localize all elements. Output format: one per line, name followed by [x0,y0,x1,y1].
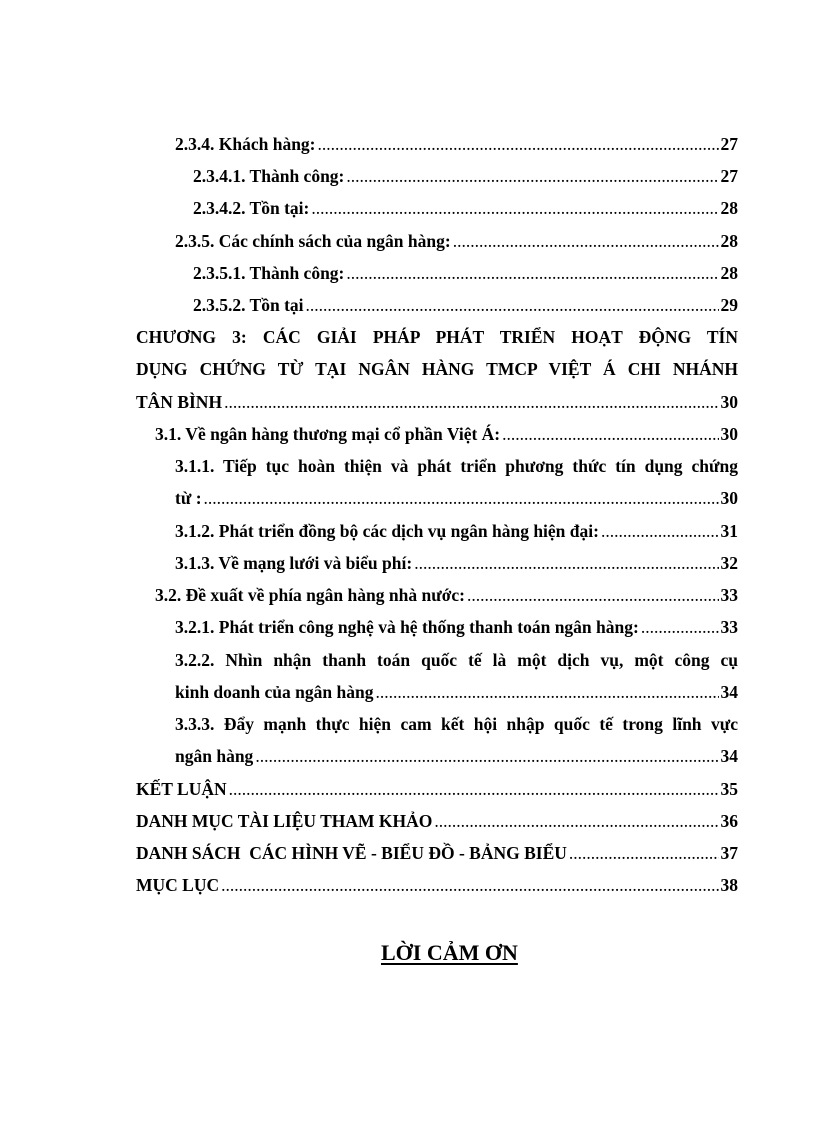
toc-page-number: 32 [720,553,738,573]
toc-entry-2-3-5 [175,231,738,251]
toc-label-line-1: 3.2.2. Nhìn nhận thanh toán quốc tế là một dịch vụ, một công cụ [175,650,738,670]
toc-entry-chapter-3-end [136,392,738,412]
toc-page-number: 29 [720,295,738,315]
toc-leader [375,682,718,702]
toc-page-number: 37 [720,843,738,863]
toc-label-line-2: kinh doanh của ngân hàng [175,682,374,702]
toc-leader [502,424,718,444]
toc-page-number: 28 [720,263,738,283]
toc-entry-3-1 [155,424,738,444]
toc-leader [467,585,719,605]
toc-leader [318,134,719,154]
toc-entry-danh-muc [136,811,738,831]
toc-page-number: 36 [720,811,738,831]
toc-label: KẾT LUẬN [136,779,227,799]
toc-page-number: 28 [720,231,738,251]
toc-leader [601,521,719,541]
section-title: LỜI CẢM ƠN [381,940,518,965]
toc-label-line-1: 3.3.3. Đẩy mạnh thực hiện cam kết hội nhập quốc tế trong lĩnh vực [175,714,738,734]
toc-page-number: 30 [720,424,738,444]
toc-entry-muc-luc [136,875,738,895]
toc-page-number: 27 [720,166,738,186]
toc-page-number: 28 [720,198,738,218]
toc-label-line-1: CHƯƠNG 3: CÁC GIẢI PHÁP PHÁT TRIỂN HOẠT ĐỘNG TÍN [136,327,738,347]
toc-label: 3.1.3. Về mạng lưới và biểu phí: [175,553,413,573]
toc-leader [306,295,719,315]
toc-label: DANH SÁCH CÁC HÌNH VẼ - BIỂU ĐỒ - BẢNG BIỂU [136,843,567,863]
toc-leader [641,617,719,637]
toc-label: 2.3.5.1. Thành công: [193,263,345,283]
toc-entry-danh-sach [136,843,738,863]
toc-entry-2-3-4-2 [193,198,738,218]
toc-label: 3.1. Về ngân hàng thương mại cổ phần Việt Á: [155,424,501,444]
toc-label-line-2: DỤNG CHỨNG TỪ TẠI NGÂN HÀNG TMCP VIỆT Á CHI NHÁNH [136,359,738,379]
toc-page-number: 34 [720,682,738,702]
toc-page-number: 30 [720,488,738,508]
toc-label: DANH MỤC TÀI LIỆU THAM KHẢO [136,811,433,831]
toc-entry-3-3-3-cont [175,746,738,766]
toc-leader [346,166,718,186]
toc-entry-3-2-2 [175,650,738,670]
toc-entry-3-2-1 [175,617,738,637]
toc-page-number: 33 [720,617,738,637]
toc-label: 3.1.2. Phát triển đồng bộ các dịch vụ ngân hàng hiện đại: [175,521,599,541]
toc-label: MỤC LỤC [136,875,220,895]
toc-leader [569,843,719,863]
toc-entry-3-1-1-cont [175,488,738,508]
toc-entry-chapter-3 [136,327,738,347]
toc-page-number: 33 [720,585,738,605]
toc-label-line-1: 3.1.1. Tiếp tục hoàn thiện và phát triển phương thức tín dụng chứng [175,456,738,476]
toc-entry-3-2-2-cont [175,682,738,702]
toc-page-number: 27 [720,134,738,154]
toc-entry-2-3-4-1 [193,166,738,186]
toc-leader [311,198,718,218]
toc-page-number: 38 [720,875,738,895]
toc-leader [414,553,718,573]
toc-leader [229,779,719,799]
toc-label: 2.3.4.1. Thành công: [193,166,345,186]
toc-label-line-3: TÂN BÌNH [136,392,223,412]
toc-entry-3-1-1 [175,456,738,476]
toc-page-number: 34 [720,746,738,766]
toc-entry-3-1-2 [175,521,738,541]
toc-entry-3-1-3 [175,553,738,573]
toc-entry-2-3-5-2 [193,295,738,315]
toc-entry-2-3-5-1 [193,263,738,283]
toc-entry-3-3-3 [175,714,738,734]
toc-leader [346,263,718,283]
toc-label-line-2: ngân hàng [175,746,254,766]
toc-leader [224,392,718,412]
toc-entry-2-3-4 [175,134,738,154]
toc-entry-ket-luan [136,779,738,799]
toc-leader [453,231,719,251]
toc-label-line-2: từ : [175,488,202,508]
toc-label: 3.2. Đề xuất về phía ngân hàng nhà nước: [155,585,465,605]
toc-label: 2.3.4.2. Tồn tại: [193,198,310,218]
toc-label: 2.3.5.2. Tồn tại [193,295,304,315]
toc-entry-3-2 [155,585,738,605]
toc-page-number: 31 [720,521,738,541]
toc-leader [255,746,718,766]
toc-leader [221,875,718,895]
toc-leader [434,811,718,831]
toc-entry-chapter-3-cont [136,359,738,379]
toc-label: 2.3.5. Các chính sách của ngân hàng: [175,231,451,251]
toc-label: 2.3.4. Khách hàng: [175,134,316,154]
toc-page-number: 35 [720,779,738,799]
toc-leader [204,488,719,508]
toc-label: 3.2.1. Phát triển công nghệ và hệ thống thanh toán ngân hàng: [175,617,639,637]
toc-page-number: 30 [720,392,738,412]
